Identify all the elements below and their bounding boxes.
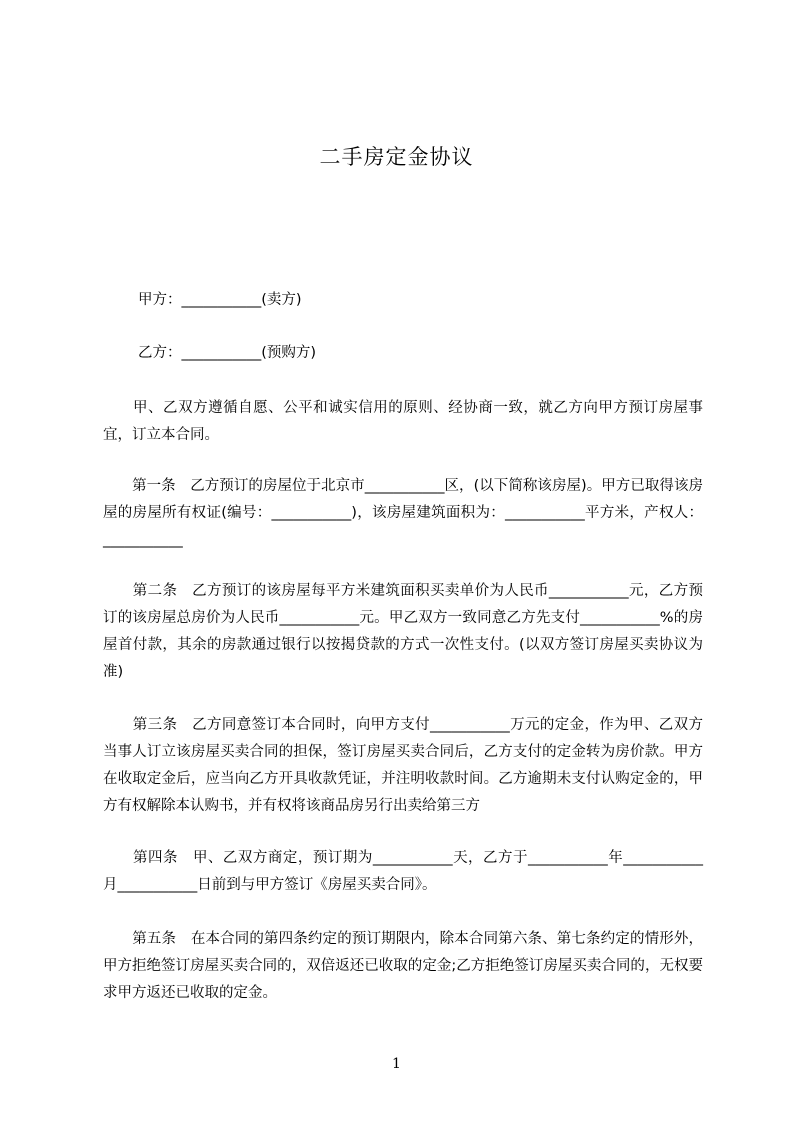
article-4-paragraph: 第四条 甲、乙双方商定，预订期为___________天，乙方于___________年___________月___________日前到与甲方签订《房屋买卖合同》。 [103,850,703,893]
article-1-paragraph: 第一条 乙方预订的房屋位于北京市___________区，(以下简称该房屋)。甲方已取得该房屋的房屋所有权证(编号：___________)，该房屋建筑面积为：___________平方米，产权人：___________ [103,478,703,548]
party-a-line: 甲方：___________(卖方) [138,292,302,308]
party-b-line: 乙方：___________(预购方) [138,345,317,361]
article-3-paragraph: 第三条 乙方同意签订本合同时，向甲方支付___________万元的定金，作为甲、乙双方当事人订立该房屋买卖合同的担保，签订房屋买卖合同后，乙方支付的定金转为房价款。甲方在收取定金后，应当向乙方开具收款凭证，并注明收款时间。乙方逾期未支付认购定金的，甲方有权解除本认购书，并有权将该商品房另行出卖给第三方 [103,717,703,814]
page-number: 1 [392,1056,401,1072]
article-5-paragraph: 第五条 在本合同的第四条约定的预订期限内，除本合同第六条、第七条约定的情形外，甲方拒绝签订房屋买卖合同的，双倍返还已收取的定金;乙方拒绝签订房屋买卖合同的，无权要求甲方返还已收取的定金。 [103,931,703,1001]
preamble-paragraph: 甲、乙双方遵循自愿、公平和诚实信用的原则、经协商一致，就乙方向甲方预订房屋事宜，订立本合同。 [103,400,703,443]
document-title: 二手房定金协议 [319,145,474,169]
article-2-paragraph: 第二条 乙方预订的该房屋每平方米建筑面积买卖单价为人民币___________元，乙方预订的该房屋总房价为人民币___________元。甲乙双方一致同意乙方先支付___________%的房屋首付款，其余的房款通过银行以按揭贷款的方式一次性支付。(以双方签订房屋买卖协议为准) [103,583,703,680]
